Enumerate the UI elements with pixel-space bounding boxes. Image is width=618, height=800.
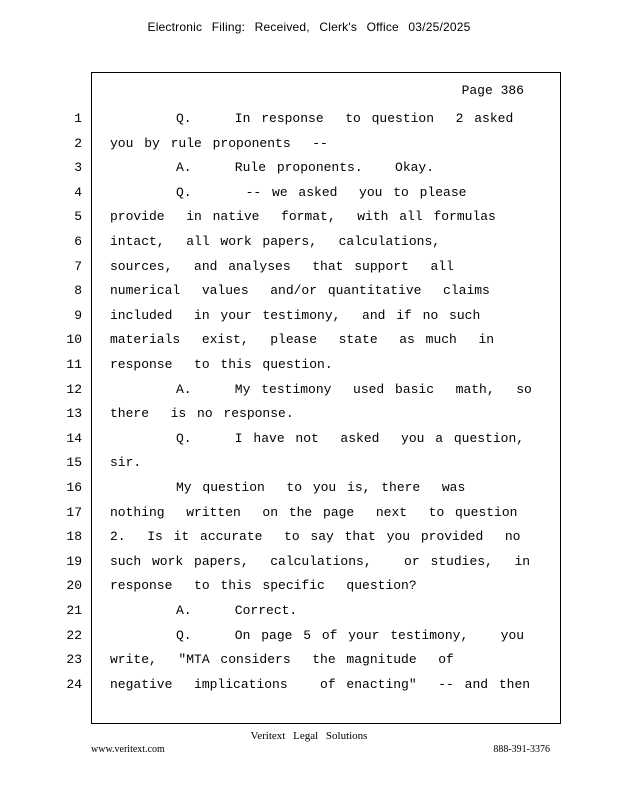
transcript-page-frame: [66, 72, 561, 724]
line-number: 4: [74, 184, 82, 200]
line-text: Q. -- we asked you to please: [176, 184, 467, 200]
transcript-line: [66, 676, 560, 702]
footer-website: www.veritext.com: [91, 744, 165, 755]
transcript-line: [66, 627, 560, 653]
line-number: 15: [66, 455, 82, 471]
transcript-line: [66, 578, 560, 603]
line-text: response to this question.: [110, 357, 333, 372]
line-text: numerical values and/or quantitative claims: [110, 283, 490, 299]
footer-phone: 888-391-3376: [493, 744, 550, 755]
transcript-line: [74, 234, 560, 259]
line-text: A. Rule proponents. Okay.: [176, 160, 435, 176]
line-text: 2. Is it accurate to say that you provided no: [110, 529, 521, 545]
line-text: response to this specific question?: [110, 578, 417, 594]
line-number: 13: [66, 406, 82, 422]
transcript-line: [74, 160, 560, 185]
transcript-line: [74, 184, 560, 210]
transcript-line: [66, 381, 560, 407]
transcript-line: [66, 603, 560, 628]
line-text: negative implications of enacting" -- and then: [110, 676, 531, 692]
line-text: provide in native format, with all formulas: [110, 209, 496, 225]
line-number: 1: [74, 111, 82, 126]
transcript-line: [74, 135, 560, 161]
transcript-line: [74, 307, 560, 333]
transcript-line: [74, 258, 560, 284]
line-number: 19: [66, 553, 82, 569]
transcript-line: [66, 529, 560, 554]
line-text: A. Correct.: [176, 603, 298, 618]
transcript-line: [74, 111, 560, 136]
line-number: 21: [66, 603, 82, 618]
line-text: sources, and analyses that support all: [110, 258, 454, 274]
line-text: write, "MTA considers the magnitude of: [110, 652, 454, 668]
line-number: 24: [66, 676, 82, 692]
line-text: My question to you is, there was: [176, 480, 466, 495]
line-text: included in your testimony, and if no such: [110, 307, 481, 323]
line-text: nothing written on the page next to question: [110, 504, 518, 520]
transcript-line: [66, 455, 560, 480]
line-number: 12: [66, 381, 82, 397]
line-number: 20: [66, 578, 82, 594]
line-text: there is no response.: [110, 406, 294, 422]
line-number: 10: [66, 332, 82, 348]
filing-header: Electronic Filing: Received, Clerk's Office 03/25/2025: [147, 20, 471, 34]
transcript-line: [66, 504, 560, 530]
transcript-line: [66, 652, 560, 677]
line-number: 8: [74, 283, 82, 299]
line-text: Q. In response to question 2 asked: [176, 111, 514, 126]
transcript-line: [66, 553, 560, 579]
line-number: 17: [66, 504, 82, 520]
line-number: 23: [66, 652, 82, 668]
line-text: such work papers, calculations, or studies, in: [110, 553, 531, 569]
line-number: 9: [74, 307, 82, 323]
line-number: 16: [66, 480, 82, 495]
line-text: you by rule proponents --: [110, 135, 328, 151]
line-number: 6: [74, 234, 82, 249]
transcript-line: [74, 209, 560, 234]
line-number: 3: [74, 160, 82, 176]
line-number: 14: [66, 430, 82, 446]
line-text: Q. I have not asked you a question,: [176, 430, 525, 446]
line-text: intact, all work papers, calculations,: [110, 234, 441, 249]
line-number: 11: [66, 357, 82, 372]
line-number: 22: [66, 627, 82, 643]
line-number: 5: [74, 209, 82, 225]
line-text: A. My testimony used basic math, so: [176, 381, 532, 397]
page-number: Page 386: [461, 83, 524, 98]
line-number: 2: [74, 135, 82, 151]
transcript-line: [66, 357, 560, 382]
line-text: materials exist, please state as much in: [110, 332, 495, 348]
transcript-line: [66, 406, 560, 431]
transcript-line: [66, 332, 560, 357]
transcript-line: [66, 430, 560, 456]
line-number: 18: [66, 529, 82, 545]
line-number: 7: [74, 258, 82, 274]
transcript-line: [74, 283, 560, 308]
line-text: sir.: [110, 455, 142, 471]
line-text: Q. On page 5 of your testimony, you: [176, 627, 525, 643]
transcript-line: [66, 480, 560, 505]
footer-company: Veritext Legal Solutions: [250, 730, 368, 742]
